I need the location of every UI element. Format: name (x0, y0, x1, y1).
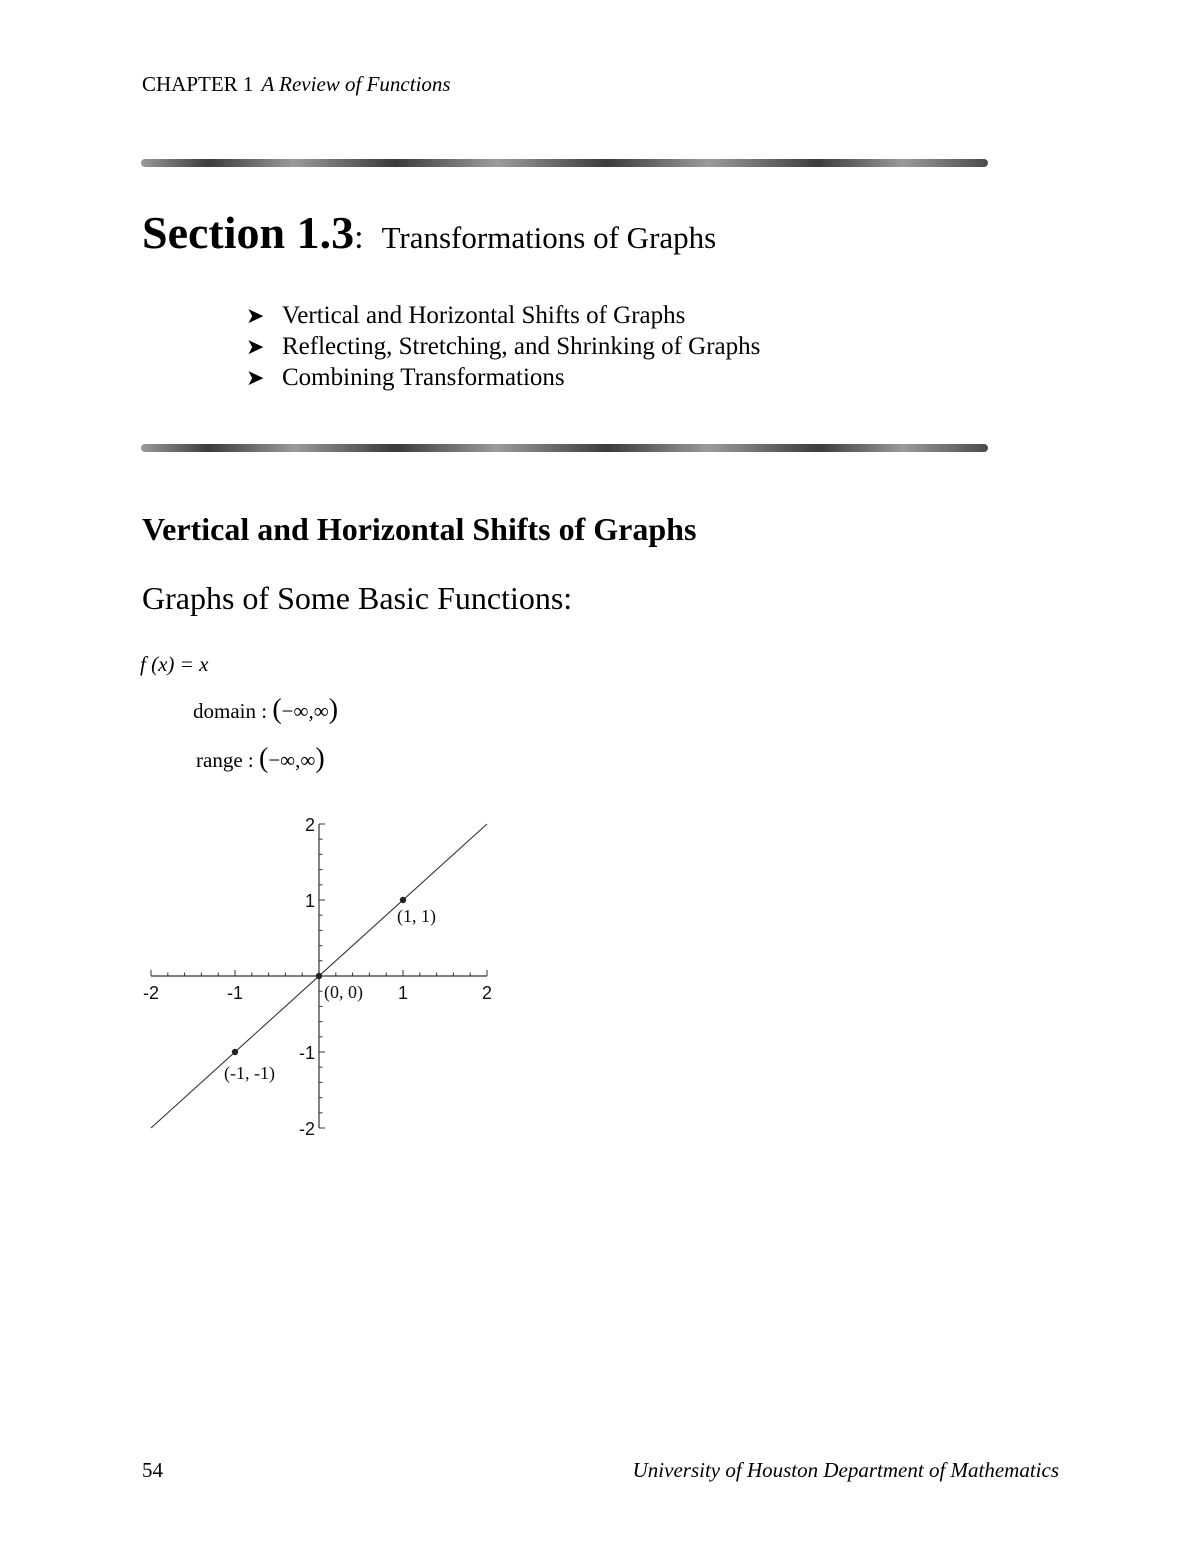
close-paren: ) (328, 694, 339, 725)
data-point (232, 1049, 238, 1055)
section-colon: : (354, 219, 364, 256)
decorative-rule-top (141, 159, 988, 167)
arrow-bullet-icon: ➤ (246, 303, 265, 328)
topic-item (246, 300, 760, 331)
running-head (142, 72, 451, 97)
subsection-heading: Vertical and Horizontal Shifts of Graphs (142, 511, 697, 547)
section-number: Section 1.3 (142, 207, 355, 258)
x-tick-label: 2 (481, 983, 493, 1003)
domain-label: domain : (193, 699, 268, 723)
range-label: range : (196, 748, 254, 772)
topic-label: Vertical and Horizontal Shifts of Graphs (282, 302, 686, 329)
topic-label: Reflecting, Stretching, and Shrinking of Graphs (282, 333, 761, 360)
chapter-label: CHAPTER 1 (142, 72, 254, 96)
basic-functions-heading: Graphs of Some Basic Functions: (142, 580, 573, 616)
topic-list (246, 300, 760, 393)
open-paren: ( (272, 694, 282, 725)
x-tick-label: 1 (397, 983, 409, 1003)
data-point (400, 897, 406, 903)
data-point-label: (-1, -1) (224, 1063, 275, 1083)
arrow-bullet-icon: ➤ (246, 334, 265, 359)
arrow-bullet-icon: ➤ (246, 365, 265, 390)
open-paren: ( (258, 743, 269, 774)
topic-label: Combining Transformations (282, 364, 565, 391)
y-tick-label: 2 (304, 815, 315, 835)
section-title: Transformations of Graphs (381, 220, 717, 255)
page-number: 54 (142, 1458, 163, 1482)
y-tick-label: 1 (304, 891, 315, 911)
x-tick-label: -2 (142, 983, 160, 1003)
y-tick-label: -1 (298, 1043, 315, 1063)
chapter-title: A Review of Functions (261, 72, 451, 96)
decorative-rule-bottom (141, 444, 988, 452)
function-graph (140, 810, 500, 1140)
data-point (316, 973, 322, 979)
section-heading (142, 206, 716, 259)
data-point-label: (0, 0) (324, 982, 363, 1002)
y-tick-label: -2 (298, 1119, 315, 1139)
x-tick-label: -1 (226, 983, 244, 1003)
close-paren: ) (315, 743, 325, 774)
domain-value: −∞,∞ (281, 699, 329, 723)
footer-institution: University of Houston Department of Mathematics (632, 1458, 1059, 1482)
topic-item (246, 331, 760, 362)
range-line (196, 743, 325, 775)
data-point-label: (1, 1) (397, 906, 436, 926)
range-value: −∞,∞ (268, 748, 316, 772)
function-definition: f (x) = x (140, 652, 209, 676)
topic-item (246, 362, 760, 393)
domain-line (193, 694, 338, 726)
